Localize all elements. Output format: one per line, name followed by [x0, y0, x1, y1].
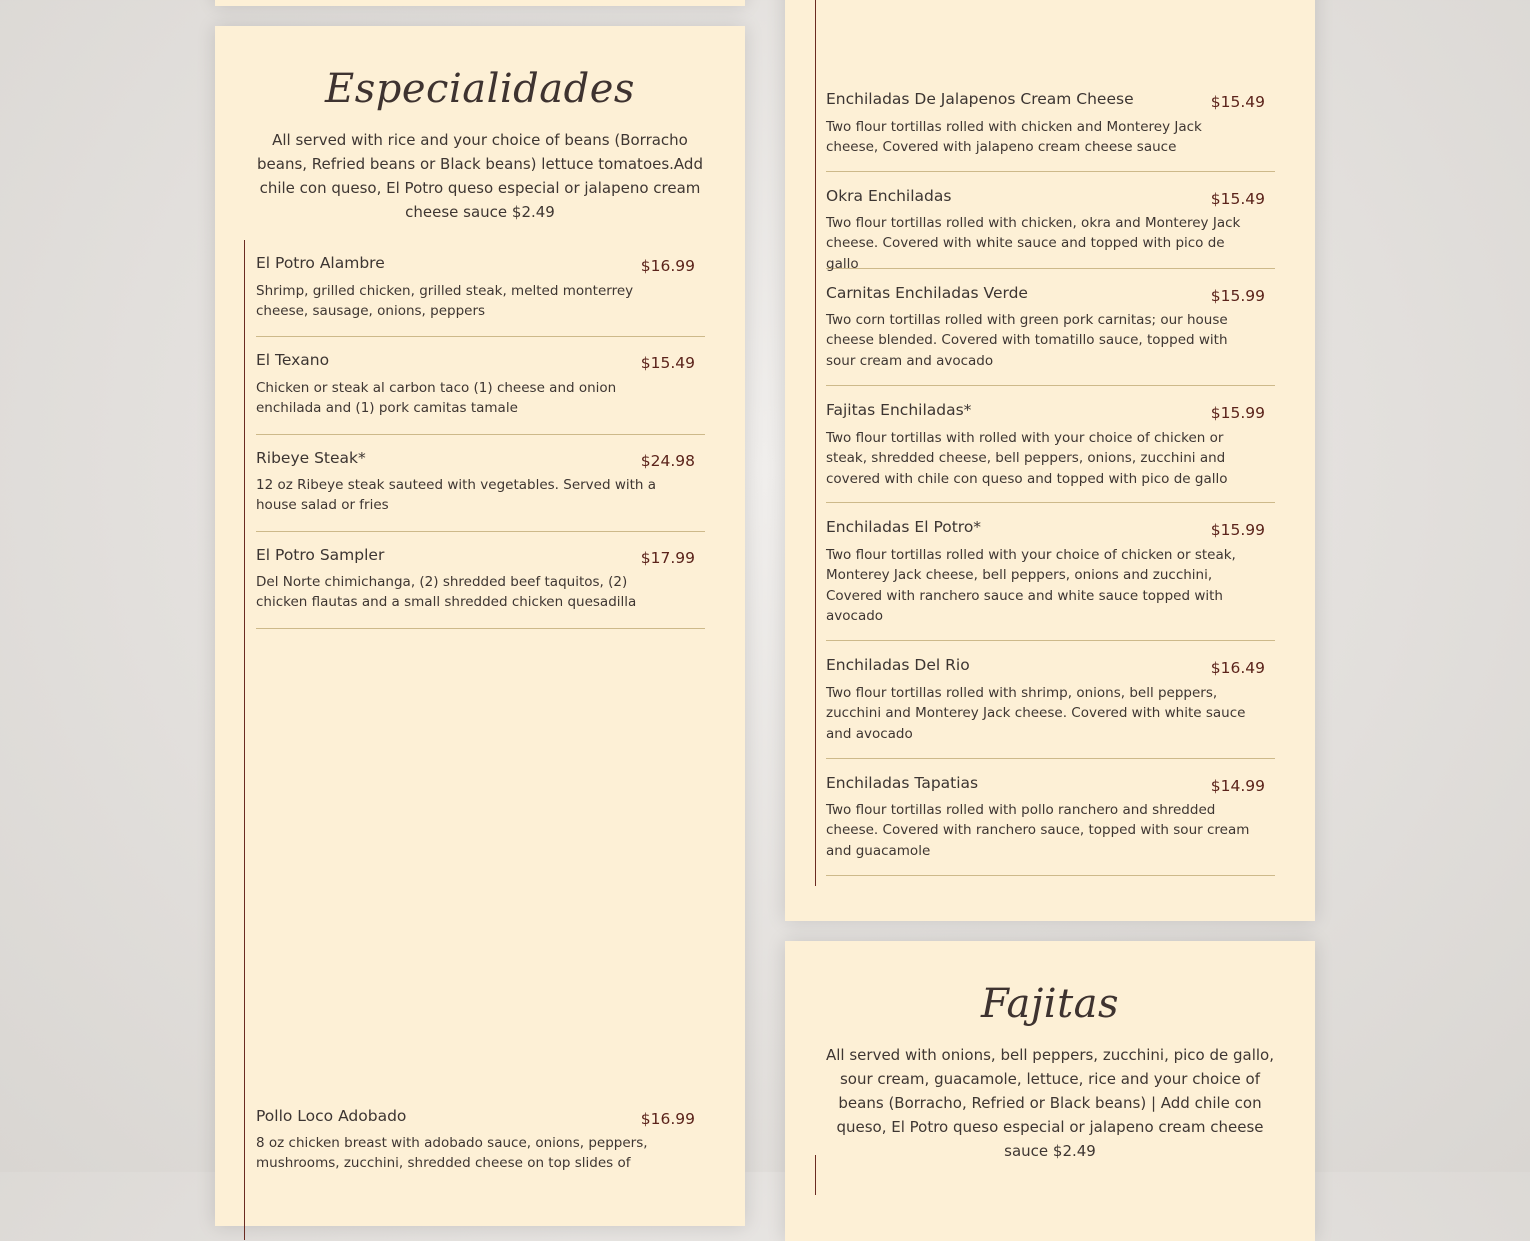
- vertical-rule: [815, 1155, 816, 1195]
- item-price: $15.49: [640, 354, 695, 372]
- item-description: Chicken or steak al carbon taco (1) cheese and onion enchilada and (1) pork camitas tamale: [256, 380, 617, 417]
- menu-card-previous-section: [215, 0, 745, 6]
- menu-item: [826, 90, 1275, 172]
- item-name: Okra Enchiladas: [826, 187, 952, 205]
- menu-card-enchiladas: [785, 0, 1315, 921]
- item-price: $16.99: [640, 1110, 695, 1128]
- item-description: Del Norte chimichanga, (2) shredded beef taquitos, (2) chicken flautas and a small shredded chicken quesadilla: [256, 574, 637, 611]
- item-price: $16.99: [640, 257, 695, 275]
- item-price: $24.98: [640, 452, 695, 470]
- item-name: Enchiladas El Potro*: [826, 518, 982, 536]
- item-name: Enchiladas De Jalapenos Cream Cheese: [826, 90, 1134, 108]
- item-name: Fajitas Enchiladas*: [826, 401, 972, 419]
- menu-item: [826, 187, 1275, 272]
- menu-item: [826, 401, 1275, 503]
- item-description: 8 oz chicken breast with adobado sauce, onions, peppers, mushrooms, zucchini, shredded cheese on top slides of: [256, 1135, 648, 1172]
- menu-item: [256, 254, 705, 337]
- item-price: $16.49: [1210, 659, 1265, 677]
- item-description: Two flour tortillas with rolled with your choice of chicken or steak, shredded cheese, bell peppers, onions, zucchini and covered with chile con queso and topped with pico de gallo: [826, 430, 1228, 487]
- item-description: 12 oz Ribeye steak sauteed with vegetables. Served with a house salad or fries: [256, 477, 657, 514]
- menu-item: [256, 546, 705, 629]
- item-description: Two flour tortillas rolled with pollo ranchero and shredded cheese. Covered with ranchero sauce, topped with sour cream and guacamole: [826, 802, 1250, 859]
- menu-item: [826, 518, 1275, 641]
- item-description: Two flour tortillas rolled with chicken and Monterey Jack cheese, Covered with jalapeno cream cheese sauce: [826, 119, 1202, 156]
- item-price: $15.99: [1210, 521, 1265, 539]
- section-intro: All served with onions, bell peppers, zucchini, pico de gallo, sour cream, guacamole, lettuce, rice and your choice of beans (Borracho, Refried or Black beans) | Add chile con queso, El Potro queso especial or jalapeno cream cheese sauce $2.49: [826, 1046, 1274, 1160]
- vertical-rule: [815, 0, 816, 886]
- item-name: Enchiladas Del Rio: [826, 656, 970, 674]
- item-description: Two flour tortillas rolled with shrimp, onions, bell peppers, zucchini and Monterey Jack cheese. Covered with white sauce and avocado: [826, 685, 1246, 742]
- item-description: Shrimp, grilled chicken, grilled steak, melted monterrey cheese, sausage, onions, peppers: [256, 283, 634, 320]
- section-title: Fajitas: [980, 981, 1120, 1027]
- item-price: $15.99: [1210, 287, 1265, 305]
- menu-item: [256, 449, 705, 532]
- item-name: Pollo Loco Adobado: [256, 1107, 407, 1125]
- menu-card-fajitas: [785, 941, 1315, 1241]
- vertical-rule: [244, 240, 245, 1240]
- section-title: Especialidades: [325, 66, 635, 112]
- item-name: El Potro Alambre: [256, 254, 385, 272]
- item-price: $15.99: [1210, 404, 1265, 422]
- item-description: Two flour tortillas rolled with chicken, okra and Monterey Jack cheese. Covered with white sauce and topped with pico de gallo: [826, 215, 1241, 272]
- item-price: $15.49: [1210, 93, 1265, 111]
- item-price: $17.99: [640, 549, 695, 567]
- menu-item: [256, 1107, 705, 1227]
- menu-item: [826, 774, 1275, 876]
- item-name: El Texano: [256, 351, 330, 369]
- menu-card-especialidades: [215, 26, 745, 1226]
- section-intro: All served with rice and your choice of beans (Borracho beans, Refried beans or Black beans) lettuce tomatoes.Add chile con queso, El Potro queso especial or jalapeno cream cheese sauce $2.49: [257, 131, 703, 221]
- item-name: Ribeye Steak*: [256, 449, 366, 467]
- item-name: Enchiladas Tapatias: [826, 774, 979, 792]
- item-name: El Potro Sampler: [256, 546, 385, 564]
- item-price: $15.49: [1210, 190, 1265, 208]
- menu-item: [826, 656, 1275, 759]
- item-description: Two flour tortillas rolled with your choice of chicken or steak, Monterey Jack cheese, bell peppers, onions and zucchini, Covered with ranchero sauce and white sauce topped with avocado: [826, 547, 1236, 624]
- item-name: Carnitas Enchiladas Verde: [826, 284, 1028, 302]
- item-description: Two corn tortillas rolled with green pork carnitas; our house cheese blended. Covered with tomatillo sauce, topped with sour cream and avocado: [826, 312, 1228, 369]
- menu-item: [256, 351, 705, 435]
- menu-item: [826, 284, 1275, 386]
- item-price: $14.99: [1210, 777, 1265, 795]
